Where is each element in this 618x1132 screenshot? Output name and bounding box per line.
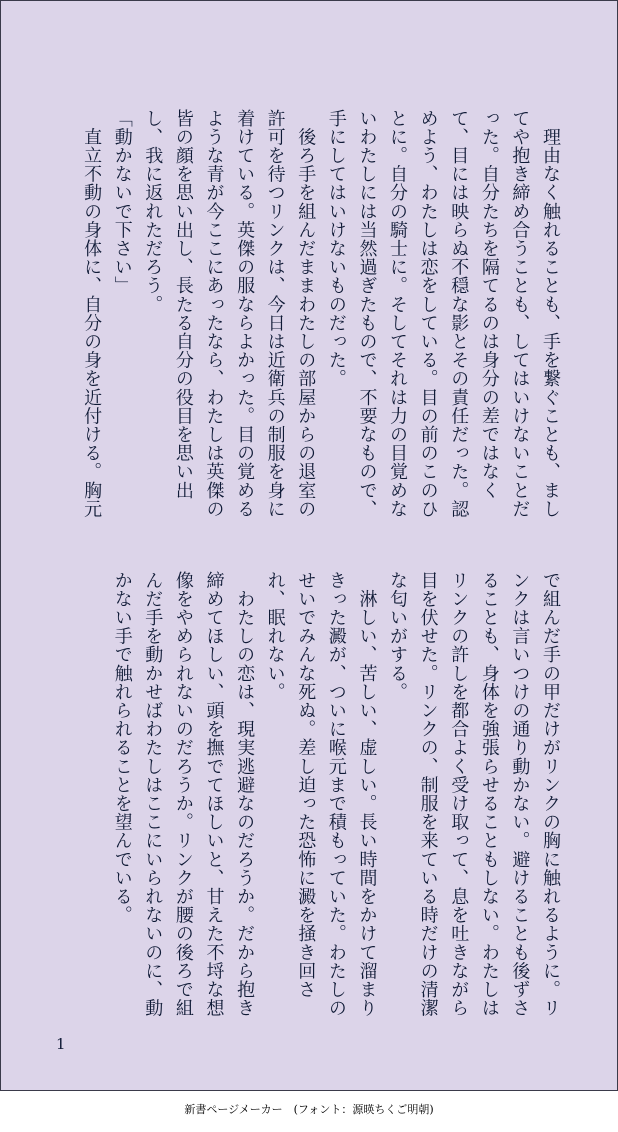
- lower-text-block: [55, 571, 565, 1031]
- dialogue-paragraph: 「動かないで下さい」: [111, 109, 133, 295]
- upper-text-block: [55, 109, 565, 523]
- paragraph: 淋しい、苦しい、虚しい。長い時間をかけて溜まりきった澱が、ついに喉元まで積もっていた。わたしのせいでみんな死ぬ。差し迫った恐怖に澱を掻き回され、眠れない。: [264, 571, 378, 1018]
- paragraph: 理由なく触れることも、手を繋ぐことも、ましてや抱き締め合うことも、してはいけないことだった。自分たちを隔てるのは身分の差ではなくて、目には映らぬ不穏な影とその責任だった。認めよう、わたしは恋をしている。目の前のこのひとに。自分の騎士に。そしてそれは力の目覚めないわたしには当然過ぎたもので、不要なもので、手にしてはいけないものだった。: [325, 109, 561, 519]
- paragraph: 直立不動の身体に、自分の身を近付ける。胸元: [81, 109, 103, 519]
- paragraph: 後ろ手を組んだままわたしの部屋からの退室の許可を待つリンクは、今日は近衛兵の制服を身に着けている。英傑の服ならよかった。目の覚めるような青が今ここにあったなら、わたしは英傑の皆の顔を思い出し、長たる自分の役目を思い出し、我に返れただろう。: [142, 109, 317, 519]
- page-number: 1: [56, 1035, 66, 1053]
- footer-caption: 新書ページメーカー (フォント：源暎ちくご明朝): [184, 1103, 434, 1116]
- paragraph: わたしの恋は、現実逃避なのだろうか。だから抱き締めてほしい、頭を撫でてほしいと、甘えた不埒な想像をやめられないのだろうか。リンクが腰の後ろで組んだ手を動かせばわたしはここにいられないのに、動かない手で触れられることを望んでいる。: [111, 571, 256, 1018]
- paragraph: で組んだ手の甲だけがリンクの胸に触れるように。リンクは言いつけの通り動かない。避けることも後ずさることも、身体を強張らせることもしない。わたしはリンクの許しを都合よく受け取って、息を吐きながら目を伏せた。リンクの、制服を来ている時だけの清潔な匂いがする。: [387, 571, 561, 1018]
